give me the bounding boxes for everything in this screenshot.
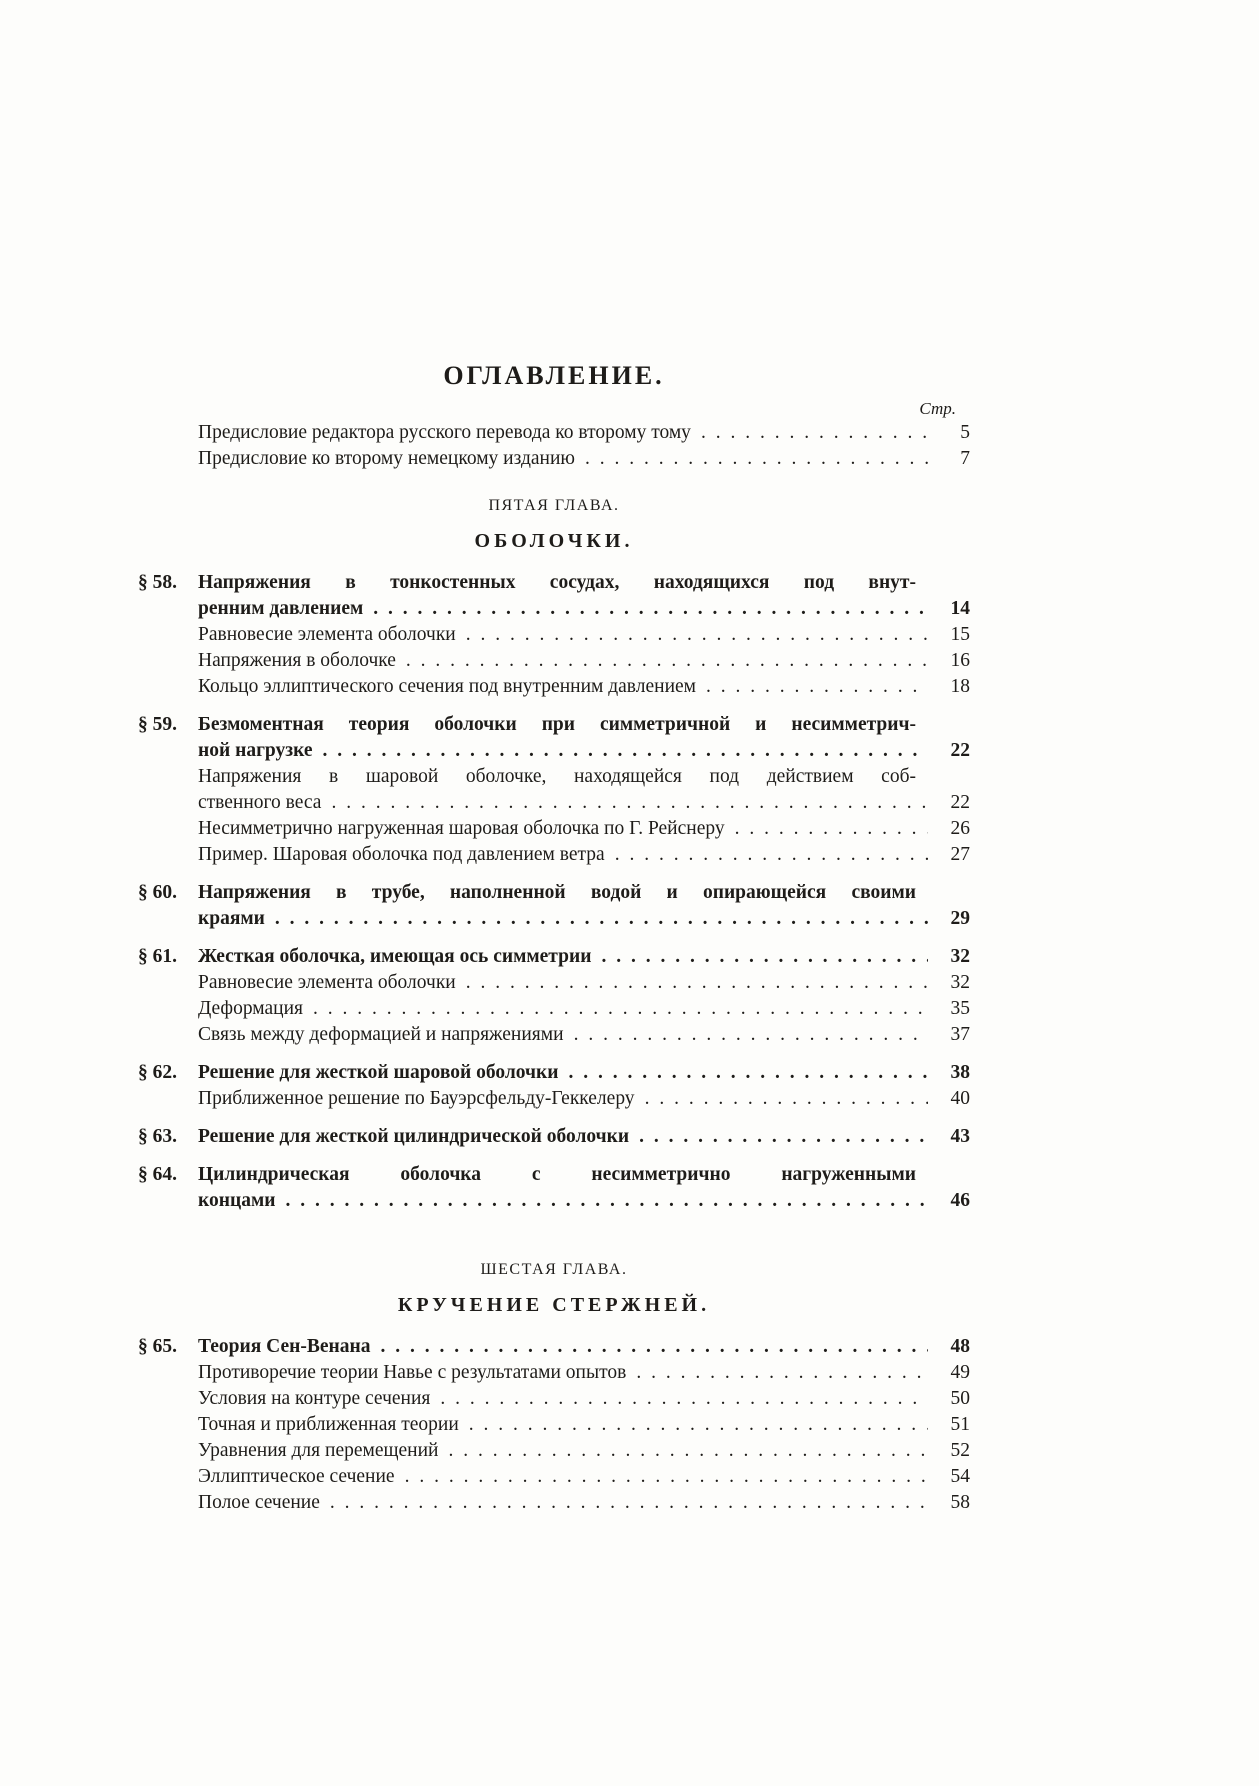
entry-body	[198, 446, 970, 472]
page-number: 50	[950, 1388, 970, 1409]
toc-entry	[138, 1060, 970, 1086]
page-title: ОГЛАВЛЕНИЕ.	[443, 361, 665, 390]
toc-entry	[138, 1022, 970, 1048]
page-number: 16	[950, 650, 970, 671]
entry-line	[198, 674, 970, 700]
entry-line: Напряжения в трубе, наполненной водой и опирающейся своими	[198, 882, 916, 903]
entry-body	[198, 1360, 970, 1386]
entry-body	[198, 996, 970, 1022]
toc-entry	[138, 570, 970, 622]
entry-body	[198, 1334, 970, 1360]
page-number: 51	[950, 1414, 970, 1435]
page-number: 22	[950, 792, 970, 813]
page-number: 40	[950, 1088, 970, 1109]
entry-line	[198, 842, 970, 868]
entry-number: § 63.	[138, 1126, 177, 1147]
toc-section	[138, 1260, 970, 1516]
toc-entry	[138, 764, 970, 816]
dot-leader	[323, 738, 928, 764]
page-number: 49	[950, 1362, 970, 1383]
toc-entry	[138, 1412, 970, 1438]
entry-line	[198, 1438, 970, 1464]
entry-text: Кольцо эллиптического сечения под внутренним давлением	[198, 676, 697, 697]
toc-section	[138, 496, 970, 1214]
entry-line	[198, 996, 970, 1022]
entry-line	[198, 1360, 970, 1386]
toc-entry	[138, 1464, 970, 1490]
entry-body	[198, 570, 970, 622]
page-number: 52	[950, 1440, 970, 1461]
front-matter	[138, 420, 970, 472]
dot-leader	[406, 648, 928, 674]
entry-line	[198, 648, 970, 674]
entry-body	[198, 842, 970, 868]
entry-text: Предисловие редактора русского перевода ко второму тому	[198, 422, 691, 443]
page-number: 5	[960, 422, 970, 443]
entry-line	[198, 1412, 970, 1438]
entry-body	[198, 1162, 970, 1214]
toc-entry	[138, 446, 970, 472]
dot-leader	[585, 446, 928, 472]
entry-line	[198, 1386, 970, 1412]
entry-body	[198, 1022, 970, 1048]
dot-leader	[639, 1124, 928, 1150]
toc-entry	[138, 1490, 970, 1516]
page-number: 32	[950, 946, 970, 967]
entry-text: ственного веса	[198, 792, 322, 813]
chapter-heading: ШЕСТАЯ ГЛАВА.	[480, 1261, 628, 1278]
entry-body	[198, 1412, 970, 1438]
entry-text: Предисловие ко второму немецкому изданию	[198, 448, 575, 469]
page-number: 27	[950, 844, 970, 865]
entry-number: § 65.	[138, 1336, 177, 1357]
entry-line: Напряжения в тонкостенных сосудах, находящихся под внут-	[198, 572, 916, 593]
entry-text: Связь между деформацией и напряжениями	[198, 1024, 564, 1045]
dot-leader	[331, 790, 928, 816]
dot-leader	[701, 420, 928, 446]
page-number: 37	[950, 1024, 970, 1045]
dot-leader	[466, 622, 928, 648]
page-number: 14	[950, 598, 970, 619]
page-number: 26	[950, 818, 970, 839]
entry-text: Уравнения для перемещений	[198, 1440, 439, 1461]
dot-leader	[373, 596, 928, 622]
dot-leader	[601, 944, 928, 970]
entry-text: Напряжения в оболочке	[198, 650, 396, 671]
dot-leader	[275, 906, 928, 932]
entry-text: Равновесие элемента оболочки	[198, 972, 456, 993]
dot-leader	[615, 842, 928, 868]
page-number: 32	[950, 972, 970, 993]
entry-line	[198, 738, 970, 764]
entry-body	[198, 1464, 970, 1490]
entry-body	[198, 970, 970, 996]
page-number: 48	[950, 1336, 970, 1357]
entry-text: Приближенное решение по Бауэрсфельду-Геккелеру	[198, 1088, 635, 1109]
entry-text: ной нагрузке	[198, 740, 313, 761]
dot-leader	[469, 1412, 928, 1438]
entry-text: Противоречие теории Навье с результатами опытов	[198, 1362, 627, 1383]
entry-line	[198, 944, 970, 970]
entry-text: концами	[198, 1190, 276, 1211]
toc-entry	[138, 1386, 970, 1412]
entry-line	[198, 790, 970, 816]
dot-leader	[645, 1086, 928, 1112]
entry-body	[198, 1086, 970, 1112]
entry-body	[198, 944, 970, 970]
page-column-label: Стр.	[919, 399, 956, 418]
entry-line	[198, 1188, 970, 1214]
entry-text: ренним давлением	[198, 598, 364, 619]
entry-line: Цилиндрическая оболочка с несимметрично нагруженными	[198, 1164, 916, 1185]
toc-entry	[138, 970, 970, 996]
page-number: 54	[950, 1466, 970, 1487]
entry-text: Теория Сен-Венана	[198, 1336, 371, 1357]
page-number: 38	[950, 1062, 970, 1083]
entry-body	[198, 764, 970, 816]
entry-number: § 60.	[138, 882, 177, 903]
entry-line	[198, 1490, 970, 1516]
toc-content	[138, 360, 970, 1516]
entry-line	[198, 1334, 970, 1360]
entry-text: Несимметрично нагруженная шаровая оболочка по Г. Рейснеру	[198, 818, 725, 839]
page-number: 29	[950, 908, 970, 929]
toc-entry	[138, 622, 970, 648]
toc-entry	[138, 1334, 970, 1360]
dot-leader	[735, 816, 928, 842]
entry-text: Решение для жесткой цилиндрической оболочки	[198, 1126, 630, 1147]
entry-body	[198, 816, 970, 842]
entry-body	[198, 1060, 970, 1086]
dot-leader	[330, 1490, 928, 1516]
entry-text: краями	[198, 908, 265, 929]
entry-body	[198, 1490, 970, 1516]
dot-leader	[574, 1022, 928, 1048]
entry-line	[198, 1124, 970, 1150]
toc-entry	[138, 648, 970, 674]
toc-entry	[138, 816, 970, 842]
toc-entry	[138, 996, 970, 1022]
entry-line	[198, 420, 970, 446]
entry-line	[198, 1464, 970, 1490]
entry-line	[198, 622, 970, 648]
toc-entry	[138, 1124, 970, 1150]
entry-body	[198, 420, 970, 446]
dot-leader	[381, 1334, 928, 1360]
entry-line	[198, 970, 970, 996]
entry-number: § 62.	[138, 1062, 177, 1083]
entry-body	[198, 622, 970, 648]
entry-body	[198, 880, 970, 932]
page-number: 18	[950, 676, 970, 697]
dot-leader	[466, 970, 928, 996]
toc-entry	[138, 1162, 970, 1214]
dot-leader	[405, 1464, 928, 1490]
page-number: 46	[950, 1190, 970, 1211]
entry-line	[198, 1060, 970, 1086]
entry-text: Жесткая оболочка, имеющая ось симметрии	[198, 946, 592, 967]
dot-leader	[636, 1360, 928, 1386]
entry-body	[198, 1386, 970, 1412]
toc-entry	[138, 1360, 970, 1386]
toc-entry	[138, 880, 970, 932]
entry-line: Напряжения в шаровой оболочке, находящейся под действием соб-	[198, 766, 916, 787]
toc-entry	[138, 1438, 970, 1464]
page-number: 7	[960, 448, 970, 469]
entry-text: Условия на контуре сечения	[198, 1388, 431, 1409]
entry-number: § 61.	[138, 946, 177, 967]
toc-entry	[138, 674, 970, 700]
entry-body	[198, 1438, 970, 1464]
dot-leader	[313, 996, 928, 1022]
entry-text: Пример. Шаровая оболочка под давлением ветра	[198, 844, 605, 865]
entry-body	[198, 1124, 970, 1150]
entry-number: § 64.	[138, 1164, 177, 1185]
page-number: 58	[950, 1492, 970, 1513]
sections	[138, 496, 970, 1516]
chapter-title: ОБОЛОЧКИ.	[474, 530, 634, 552]
entry-line	[198, 1086, 970, 1112]
entry-number: § 59.	[138, 714, 177, 735]
toc-entry	[138, 842, 970, 868]
entry-body	[198, 712, 970, 764]
page-number: 35	[950, 998, 970, 1019]
page-number: 43	[950, 1126, 970, 1147]
entry-text: Эллиптическое сечение	[198, 1466, 395, 1487]
entry-line	[198, 816, 970, 842]
entry-text: Равновесие элемента оболочки	[198, 624, 456, 645]
page-number: 15	[950, 624, 970, 645]
entry-line	[198, 446, 970, 472]
toc-entry	[138, 420, 970, 446]
entry-text: Полое сечение	[198, 1492, 320, 1513]
toc-entry	[138, 944, 970, 970]
entry-body	[198, 648, 970, 674]
entry-text: Решение для жесткой шаровой оболочки	[198, 1062, 559, 1083]
dot-leader	[448, 1438, 928, 1464]
entry-body	[198, 674, 970, 700]
entry-line	[198, 596, 970, 622]
dot-leader	[706, 674, 928, 700]
page-number: 22	[950, 740, 970, 761]
entry-number: § 58.	[138, 572, 177, 593]
dot-leader	[568, 1060, 928, 1086]
entry-text: Точная и приближенная теории	[198, 1414, 459, 1435]
toc-entry	[138, 1086, 970, 1112]
entry-line	[198, 906, 970, 932]
chapter-title: КРУЧЕНИЕ СТЕРЖНЕЙ.	[397, 1294, 711, 1316]
toc-entry	[138, 712, 970, 764]
chapter-heading: ПЯТАЯ ГЛАВА.	[488, 497, 620, 514]
entry-line: Безмоментная теория оболочки при симметричной и несимметрич-	[198, 714, 916, 735]
entry-text: Деформация	[198, 998, 303, 1019]
dot-leader	[440, 1386, 928, 1412]
entry-line	[198, 1022, 970, 1048]
dot-leader	[285, 1188, 928, 1214]
